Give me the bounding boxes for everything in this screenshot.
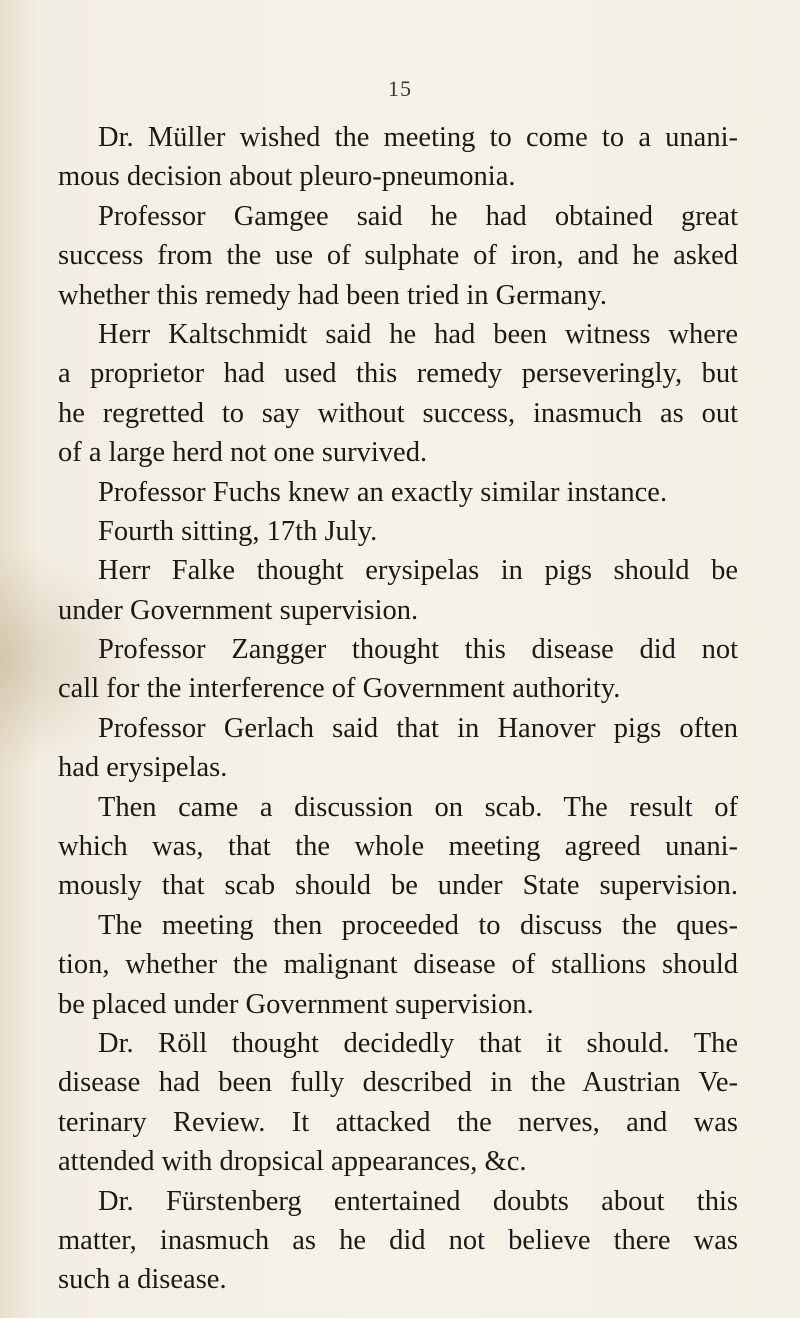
text-line: success from the use of sulphate of iron, and he asked bbox=[58, 240, 738, 272]
text-line: be placed under Government supervision. bbox=[58, 988, 534, 1020]
text-line: Herr Falke thought erysipelas in pigs should be bbox=[98, 555, 738, 587]
text-line: Fourth sitting, 17th July. bbox=[98, 515, 378, 547]
text-line: matter, inasmuch as he did not believe there was bbox=[58, 1224, 738, 1256]
text-line: attended with dropsical appearances, &c. bbox=[58, 1146, 527, 1178]
paragraph-furstenberg bbox=[58, 1182, 738, 1300]
paragraph-roll bbox=[58, 1024, 738, 1182]
text-line: Dr. Fürstenberg entertained doubts about this bbox=[98, 1185, 738, 1217]
text-line: Professor Gamgee said he had obtained great bbox=[98, 200, 738, 232]
text-line: call for the interference of Government authority. bbox=[58, 673, 621, 705]
paragraph-muller bbox=[58, 118, 738, 197]
paragraph-kaltschmidt bbox=[58, 315, 738, 473]
text-line: Professor Gerlach said that in Hanover pigs often bbox=[98, 712, 738, 744]
paragraph-fourth-sitting bbox=[58, 512, 738, 551]
paragraph-zangger bbox=[58, 630, 738, 709]
paragraph-gamgee bbox=[58, 197, 738, 315]
text-line: had erysipelas. bbox=[58, 752, 228, 784]
paragraph-fuchs bbox=[58, 473, 738, 512]
text-line: Dr. Röll thought decidedly that it should. The bbox=[98, 1027, 738, 1059]
text-line: whether this remedy had been tried in Germany. bbox=[58, 279, 607, 311]
text-line: Herr Kaltschmidt said he had been witness where bbox=[98, 318, 738, 350]
paragraph-falke bbox=[58, 551, 738, 630]
text-line: a proprietor had used this remedy perseveringly, but bbox=[58, 358, 738, 390]
text-line: he regretted to say without success, inasmuch as out bbox=[58, 397, 738, 429]
text-line: disease had been fully described in the Austrian Ve- bbox=[58, 1067, 738, 1099]
text-line: of a large herd not one survived. bbox=[58, 437, 428, 469]
text-line: tion, whether the malignant disease of stallions should bbox=[58, 949, 738, 981]
text-line: such a disease. bbox=[58, 1264, 227, 1296]
text-line: Dr. Müller wished the meeting to come to a unani- bbox=[98, 122, 738, 153]
text-line: under Government supervision. bbox=[58, 594, 419, 626]
paragraph-gerlach bbox=[58, 709, 738, 788]
text-line: The meeting then proceeded to discuss the ques- bbox=[98, 909, 738, 941]
text-line: terinary Review. It attacked the nerves, and was bbox=[58, 1106, 738, 1138]
text-line: which was, that the whole meeting agreed unani- bbox=[58, 831, 738, 863]
page-number: 15 bbox=[388, 76, 412, 101]
text-line: mous decision about pleuro-pneumonia. bbox=[58, 161, 516, 193]
text-line: Professor Zangger thought this disease did not bbox=[98, 634, 738, 666]
text-line: Professor Fuchs knew an exactly similar instance. bbox=[98, 476, 668, 508]
text-line: mously that scab should be under State supervision. bbox=[58, 870, 738, 902]
text-line: Then came a discussion on scab. The result of bbox=[98, 791, 738, 823]
text-body bbox=[58, 118, 738, 1300]
paragraph-scab bbox=[58, 788, 738, 1024]
